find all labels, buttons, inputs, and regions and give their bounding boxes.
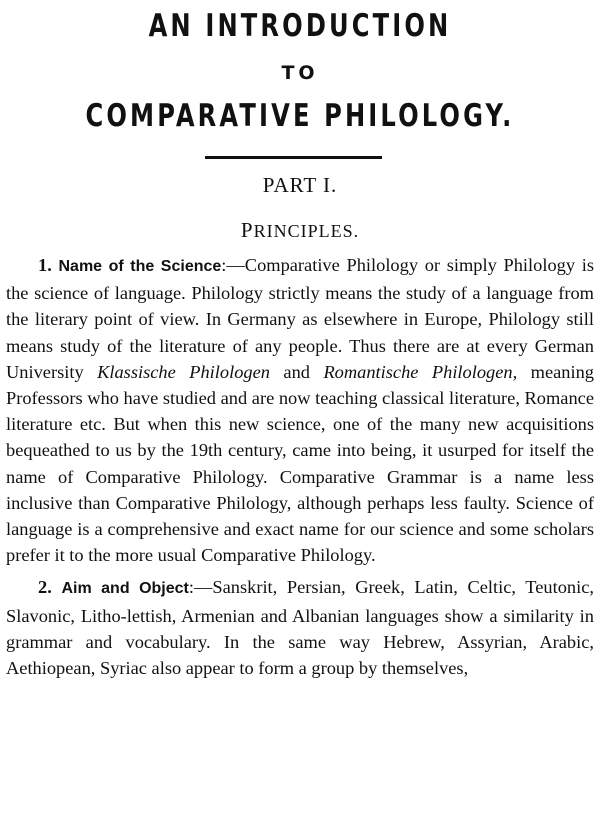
paragraph-1-italic-2: Romantische Philologen: [323, 361, 513, 382]
section-heading: [0, 218, 600, 243]
paragraph-1-text-c: , meaning Professors who have studied and are now teaching classical literature, Romance literature etc. But when this new science, one of the many new acquisitions bequeathed to us by the 19th century, came into being, it usurped for itself the name of Comparative Philology. Comparative Grammar is a name less inclusive than Comparative Philology, although perhaps less faulty. Science of language is a comprehensive and exact name for our science and some scholars prefer it to the more usual Comparative Philology.: [6, 361, 594, 566]
title-line-3: COMPARATIVE PHILOLOGY.: [85, 98, 515, 134]
paragraph-1-italic-1: Klassische Philologen: [97, 361, 270, 382]
body-text: [6, 252, 594, 687]
paragraph-2-text: :—Sanskrit, Persian, Greek, Latin, Celtic, Teutonic, Slavonic, Litho-lettish, Armenian and Albanian languages show a similarity in grammar and vocabulary. In the same way Hebrew, Assyrian, Arabic, Aethiopean, Syriac also appear to form a group by themselves,: [6, 577, 594, 679]
title-line-2: TO: [281, 62, 319, 84]
title-divider: [205, 156, 382, 159]
paragraph-2-number: 2.: [38, 577, 52, 598]
part-heading: PART I.: [262, 173, 338, 197]
section-heading-initial: P: [240, 218, 254, 242]
paragraph-1: [6, 252, 594, 568]
paragraph-1-text-b: and: [269, 361, 324, 382]
title-line-1: AN INTRODUCTION: [148, 8, 452, 44]
paragraph-2-heading: Aim and Object: [61, 580, 189, 598]
paragraph-2: [6, 574, 594, 681]
paragraph-1-heading: Name of the Science: [58, 258, 222, 275]
paragraph-1-text-a: :—Comparative Philology or simply Philology is the science of language. Philology strictly means the study of a language from the literary point of view. In Germany as elsewhere in Europe, Philology still means study of the literature of any people. Thus there are at every German University: [6, 255, 594, 382]
section-heading-rest: RINCIPLES.: [253, 221, 360, 241]
paragraph-1-number: 1.: [38, 255, 52, 275]
